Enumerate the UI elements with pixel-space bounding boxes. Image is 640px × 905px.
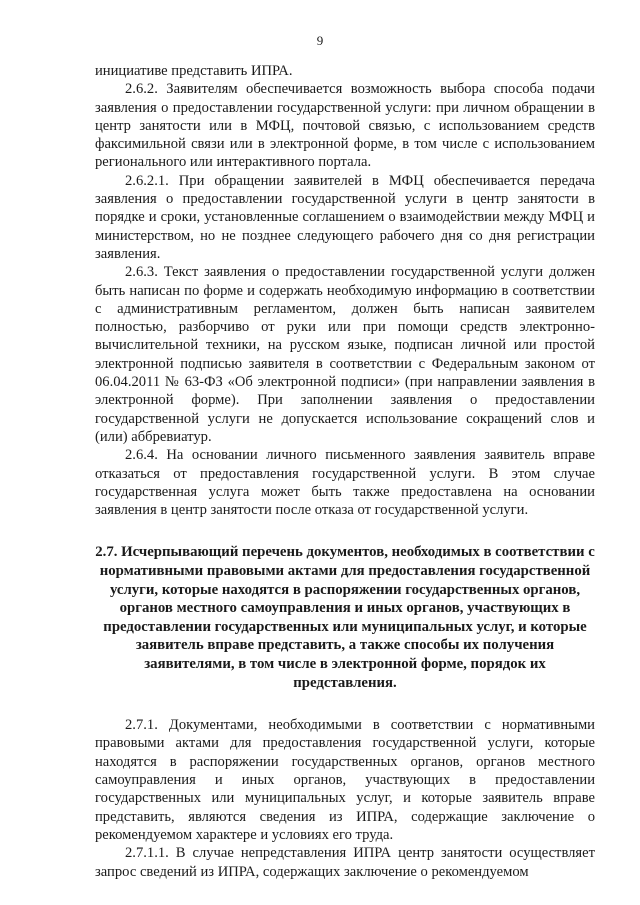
paragraph-2-6-2: 2.6.2. Заявителям обеспечивается возможность выбора способа подачи заявления о предоставлении государственной услуги: при личном обращении в центр занятости или в МФЦ, почтовой связью, с использованием средств факсимильной связи или в электронной форме, в том числе с использованием регионального или интерактивного портала. bbox=[95, 81, 595, 171]
page-number: 9 bbox=[316, 33, 324, 48]
paragraph-2-7-1-1: 2.7.1.1. В случае непредставления ИПРА центр занятости осуществляет запрос сведений из ИПРА, содержащих заключение о рекомендуемом bbox=[95, 845, 595, 880]
paragraph-2-6-2-1: 2.6.2.1. При обращении заявителей в МФЦ обеспечивается передача заявления о предоставлении государственной услуги в центр занятости в порядке и сроки, установленные соглашением о взаимодействии между МФЦ и министерством, но не позднее следующего рабочего дня со дня регистрации заявления. bbox=[95, 172, 595, 262]
paragraph-2-6-4: 2.6.4. На основании личного письменного заявления заявитель вправе отказаться от предоставления государственной услуги. В этом случае государственная услуга может быть также предоставлена на основании заявления в центр занятости после отказа от государственной услуги. bbox=[95, 447, 595, 519]
paragraph-2-7-1: 2.7.1. Документами, необходимыми в соответствии с нормативными правовыми актами для предоставления государственной услуги, которые находятся в распоряжении государственных органов, органов местного самоуправления и иных органов, участвующих в предоставлении государственных или муниципальных услуг, и которые заявитель вправе представить, являются сведения из ИПРА, содержащие заключение о рекомендуемом характере и условиях его труда. bbox=[95, 717, 595, 843]
section-title-2-7: 2.7. Исчерпывающий перечень документов, необходимых в соответствии с нормативными правовыми актами для предоставления государственной услуги, которые находятся в распоряжении государственных органов, органов местного самоуправления и иных органов, участвующих в предоставлении государственных или муниципальных услуг, и которые заявитель вправе представить, а также способы их получения заявителями, в том числе в электронной форме, порядок их представления. bbox=[95, 544, 595, 691]
document-body bbox=[95, 62, 595, 881]
paragraph-2-6-3: 2.6.3. Текст заявления о предоставлении государственной услуги должен быть написан по форме и содержать необходимую информацию в соответствии с административным регламентом, должен быть написан заявителем полностью, разборчиво от руки или при помощи средств электронно-вычислительной техники, на русском языке, подписан личной или простой электронной подписью заявителя в соответствии с Федеральным законом от 06.04.2011 № 63-ФЗ «Об электронной подписи» (при направлении заявления в электронной форме). При заполнении заявления о предоставлении государственной услуги не допускается использование сокращений слов и (или) аббревиатур. bbox=[95, 264, 595, 445]
paragraph-continuation: инициативе представить ИПРА. bbox=[95, 63, 293, 79]
